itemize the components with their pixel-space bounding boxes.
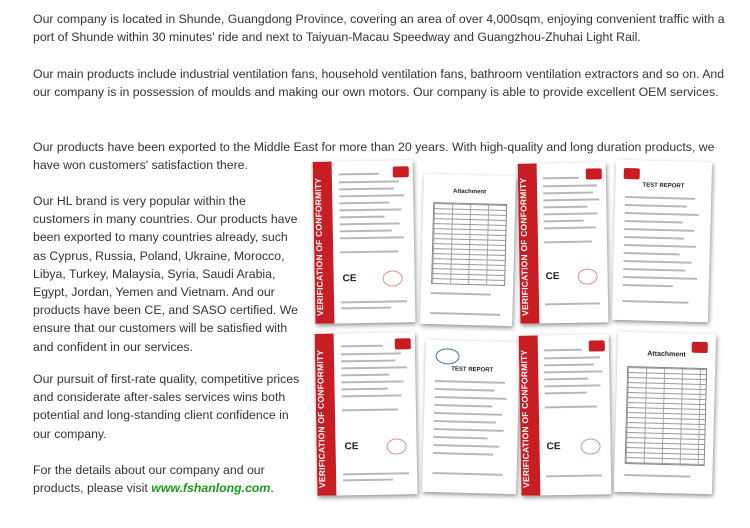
test-report-title: TEST REPORT xyxy=(642,182,685,190)
certificate-band xyxy=(313,162,335,324)
stamp-icon xyxy=(577,268,597,284)
certificate-attachment-2 xyxy=(614,332,716,495)
certificate-band-text: VERIFICATION OF CONFORMITY xyxy=(312,177,326,316)
seal-icon xyxy=(435,348,459,365)
intro-paragraph-brand: Our HL brand is very popular within the customers in many countries. Our products have been exported to many countries already, such as Cyprus, Russia, Poland, Ukraine, Morocco, Libya, Turkey, Malaysia, Syria, Saudi Arabia, Egypt, Jordan, Yemen and Vietnam. And our products have been CE, and SASO certified. We ensure that our customers will be satisfied with and confident in our services. xyxy=(33,194,298,354)
website-link[interactable]: www.fshanlong.com xyxy=(151,481,271,496)
certificate-band xyxy=(315,334,337,496)
intro-paragraph-quality: Our pursuit of first-rate quality, competitive prices and considerate after-sales services wins both potential and long-standing client confidence in our company. xyxy=(33,372,300,441)
certificate-test-report-1 xyxy=(612,160,712,322)
attachment-table xyxy=(431,202,507,286)
test-report-title: TEST REPORT xyxy=(451,366,494,374)
certificate-verification-3 xyxy=(315,332,418,496)
ce-mark: CE xyxy=(545,271,560,283)
logo-icon xyxy=(586,168,602,179)
certificate-verification-1 xyxy=(313,160,416,324)
intro-paragraph-location: Our company is located in Shunde, Guangdong Province, covering an area of over 4,000sqm, enjoying convenient traffic with a port of Shunde within 30 minutes' ride and next to Taiyuan-Macau Speedway and Guangzhou-Zhuhai Light Rail. xyxy=(33,12,725,45)
attachment-title: Attachment xyxy=(452,188,487,196)
certificate-band-text: VERIFICATION OF CONFORMITY xyxy=(517,177,531,316)
ce-mark: CE xyxy=(342,273,357,285)
certificate-attachment-1 xyxy=(420,174,516,326)
stamp-icon xyxy=(383,270,403,286)
certificate-band xyxy=(518,163,540,323)
certificate-band-text: VERIFICATION OF CONFORMITY xyxy=(314,349,328,488)
contact-text: For the details about our company and our products, please visit xyxy=(33,463,265,496)
contact-suffix: . xyxy=(270,481,274,496)
attachment-table xyxy=(625,366,708,466)
ce-mark: CE xyxy=(344,441,359,453)
ce-mark: CE xyxy=(546,441,561,453)
logo-icon xyxy=(589,340,605,351)
intro-paragraph-export: Our products have been exported to the Middle East for more than 20 years. With high-quality and long duration products, we have won customers' satisfaction there. xyxy=(33,140,715,173)
certificates-collage xyxy=(312,155,724,515)
intro-paragraph-products: Our main products include industrial ventilation fans, household ventilation fans, bathroom ventilation extractors and so on. And our company is in possession of moulds and making our own motors. Our company is able to provide excellent OEM services. xyxy=(33,67,725,100)
logo-icon xyxy=(395,338,411,349)
certificate-band xyxy=(519,335,541,495)
certificate-verification-4 xyxy=(519,334,612,496)
stamp-icon xyxy=(386,438,406,454)
stamp-icon xyxy=(580,438,600,454)
certificate-verification-2 xyxy=(518,162,609,324)
certificate-test-report-2 xyxy=(422,340,520,494)
certificate-band-text: VERIFICATION OF CONFORMITY xyxy=(518,349,532,488)
attachment-title: Attachment xyxy=(647,350,686,359)
logo-icon xyxy=(624,168,640,179)
intro-paragraph-contact xyxy=(33,461,303,497)
logo-icon xyxy=(393,166,409,177)
